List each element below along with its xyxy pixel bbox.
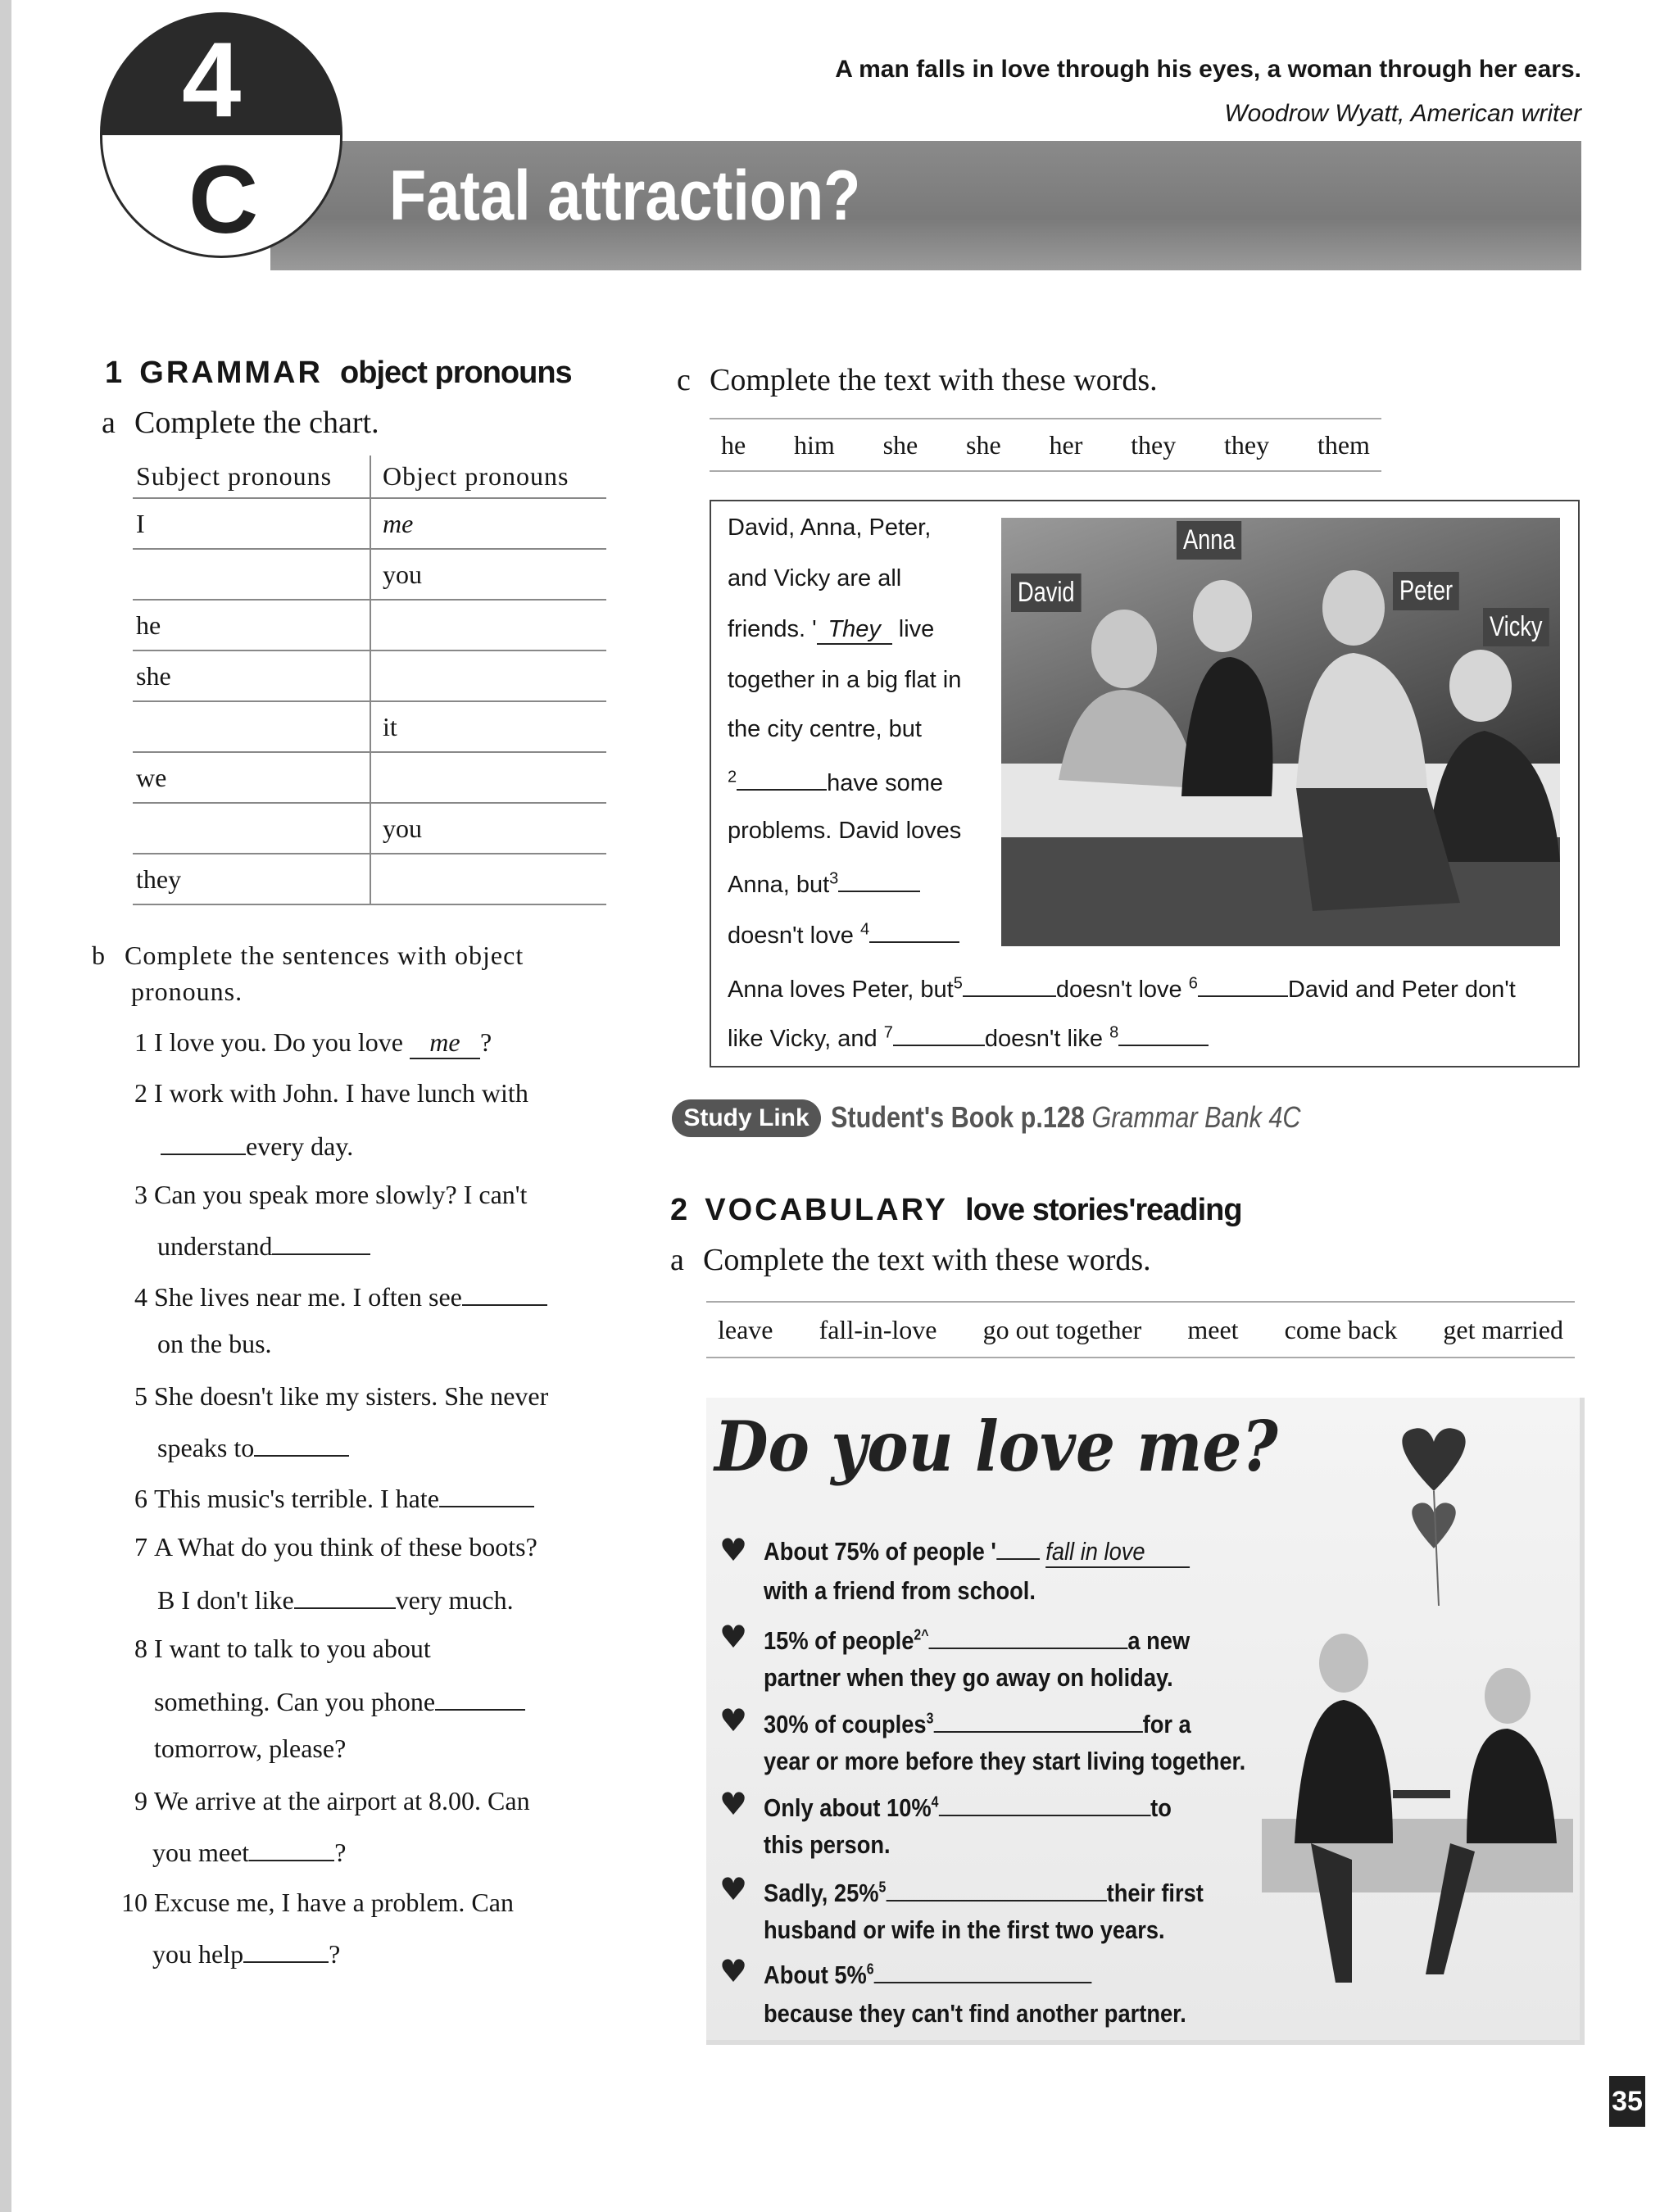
heart-icon: ♥ <box>719 1953 748 1989</box>
unit-letter: C <box>188 146 259 254</box>
answer-blank[interactable] <box>439 1481 534 1507</box>
section-number: 2 <box>670 1193 688 1227</box>
love-text: About 75% of people ' <box>764 1537 996 1566</box>
story-line-8 <box>728 868 920 899</box>
heart-icon: ♥ <box>719 1702 748 1738</box>
label-vicky: Vicky <box>1483 608 1549 646</box>
subject-cell: he <box>133 600 370 650</box>
subject-cell: she <box>133 650 370 701</box>
quote: A man falls in love through his eyes, a woman through her ears. <box>835 56 1581 83</box>
blank-number: 4 <box>931 1793 939 1811</box>
object-cell: it <box>370 701 606 752</box>
friends-photo-illustration <box>1001 518 1560 946</box>
sentence-text: you help <box>152 1939 244 1969</box>
answer-blank[interactable] <box>838 868 920 892</box>
word-item: them <box>1317 429 1370 460</box>
exercise-b-instruction <box>92 941 524 971</box>
table-row <box>133 854 606 904</box>
blank-number: 6 <box>866 1960 874 1978</box>
couple-illustration <box>1262 1598 1573 2024</box>
subject-cell[interactable] <box>133 549 370 600</box>
couple-photo <box>1262 1598 1573 2024</box>
subject-cell[interactable] <box>133 701 370 752</box>
object-cell: you <box>370 803 606 854</box>
sentence-8: 8 I want to talk to you about <box>134 1634 431 1663</box>
word-item: he <box>721 429 746 460</box>
object-cell: you <box>370 549 606 600</box>
study-link-section: Grammar Bank 4C <box>1091 1100 1301 1134</box>
story-text: doesn't love <box>728 922 854 949</box>
love-text: to <box>1150 1793 1172 1822</box>
story-line-11 <box>728 1022 1209 1053</box>
love-text: partner when they go away on holiday. <box>764 1663 1173 1692</box>
column-header-object: Object pronouns <box>370 456 606 498</box>
label-peter: Peter <box>1393 572 1459 610</box>
study-link-badge[interactable]: Study Link <box>672 1099 821 1137</box>
sentence-3-cont <box>157 1229 370 1262</box>
blank-number: 6 <box>1188 974 1198 993</box>
exercise-a-instruction <box>102 405 379 441</box>
table-row <box>133 803 606 854</box>
page-title: Fatal attraction? <box>389 156 861 235</box>
answer-blank[interactable] <box>294 1583 396 1609</box>
column-header-subject: Subject pronouns <box>133 456 370 498</box>
answer-blank[interactable] <box>272 1229 370 1255</box>
sentence-text: I work with John. I have lunch with <box>154 1078 528 1108</box>
answer-blank[interactable] <box>1198 973 1288 997</box>
blank-number: 8 <box>1109 1023 1119 1042</box>
exercise-letter: c <box>677 363 691 397</box>
object-cell[interactable] <box>370 600 606 650</box>
story-text: David, Anna, Peter, <box>728 514 932 541</box>
story-line-6 <box>728 767 943 797</box>
blank-number: 2^ <box>914 1626 929 1643</box>
blank-number: 2 <box>728 768 737 786</box>
sentence-text: ? <box>334 1838 347 1867</box>
sentence-text: This music's terrible. I hate <box>154 1484 439 1513</box>
sentence-text: I love you. Do you love <box>154 1027 403 1057</box>
word-item: go out together <box>982 1314 1142 1344</box>
love-item-3 <box>764 1707 1191 1739</box>
story-text: together in a big flat in <box>728 667 962 693</box>
sentence-text: on the bus. <box>157 1329 272 1358</box>
sentence-text: you meet <box>152 1838 250 1867</box>
exercise-letter: b <box>92 941 106 970</box>
love-text: this person. <box>764 1830 891 1859</box>
love-text: a new <box>1127 1626 1190 1655</box>
story-text: friends. ' <box>728 616 817 642</box>
sentence-6: 6 This music's terrible. I hate <box>125 1481 534 1514</box>
sentence-7-cont <box>157 1583 514 1616</box>
table-row <box>133 752 606 803</box>
sentence-8-cont <box>154 1684 525 1717</box>
section-topic: object pronouns <box>340 356 572 390</box>
section-label: VOCABULARY <box>705 1193 948 1227</box>
example-answer: fall in love <box>1045 1537 1190 1568</box>
answer-blank[interactable] <box>874 1958 1092 1983</box>
love-text: Sadly, 25% <box>764 1879 879 1907</box>
example-answer: They <box>817 616 892 645</box>
story-text: have some <box>827 770 943 796</box>
love-item-4 <box>764 1791 1172 1823</box>
exercise-letter: a <box>670 1243 684 1277</box>
section-number: 1 <box>105 356 123 390</box>
study-link-text[interactable] <box>831 1100 1301 1135</box>
love-text: for a <box>1142 1710 1191 1738</box>
story-text: David and Peter don't <box>1287 977 1516 1003</box>
answer-blank[interactable] <box>249 1835 334 1861</box>
object-cell[interactable] <box>370 752 606 803</box>
word-item: get married <box>1443 1314 1563 1344</box>
label-anna: Anna <box>1177 521 1242 560</box>
sentence-7: 7 A What do you think of these boots? <box>134 1532 537 1562</box>
table-row <box>133 701 606 752</box>
example-answer: me <box>410 1027 480 1059</box>
section-topic: love stories'reading <box>965 1193 1242 1227</box>
story-text: the city centre, but <box>728 716 922 742</box>
answer-blank[interactable] <box>161 1129 246 1155</box>
love-text: About 5% <box>764 1960 867 1989</box>
sentence-text: Excuse me, I have a problem. Can <box>154 1888 514 1917</box>
blank-number: 3 <box>829 869 839 888</box>
blank-number: 4 <box>859 920 870 939</box>
sentence-9: 9 We arrive at the airport at 8.00. Can <box>134 1786 530 1815</box>
answer-blank[interactable] <box>435 1684 525 1711</box>
label-david: David <box>1011 573 1082 612</box>
story-text: Anna loves Peter, but <box>728 977 954 1003</box>
story-line-3 <box>728 616 934 645</box>
sentence-text: ? <box>329 1939 341 1969</box>
sentence-text: every day. <box>246 1131 354 1161</box>
instruction-text: pronouns. <box>131 977 243 1006</box>
love-text: with a friend from school. <box>764 1576 1036 1605</box>
story-text: and Vicky are all <box>728 565 902 592</box>
word-box-c <box>710 418 1381 472</box>
word-item: him <box>794 429 835 460</box>
story-text: problems. David loves <box>728 818 962 844</box>
word-item: she <box>966 429 1001 460</box>
sentence-1: 1 I love you. Do you love me ? <box>125 1027 492 1059</box>
love-box-title: Do you love me? <box>714 1406 1278 1487</box>
sentence-text: We arrive at the airport at 8.00. Can <box>154 1786 530 1815</box>
heart-icon: ♥ <box>719 1619 748 1655</box>
love-item-1 <box>764 1537 1190 1568</box>
heart-icon: ♥ <box>719 1871 748 1907</box>
word-item: they <box>1224 429 1270 460</box>
story-text: doesn't like <box>984 1026 1104 1052</box>
love-text: 15% of people <box>764 1626 914 1655</box>
answer-blank <box>996 1558 1040 1560</box>
story-line-9 <box>728 919 959 950</box>
love-item-2 <box>764 1624 1190 1656</box>
instruction-text: Complete the text with these words. <box>710 363 1158 397</box>
answer-blank[interactable] <box>893 1022 985 1046</box>
table-row <box>133 549 606 600</box>
sentence-text: B I don't like <box>157 1585 294 1615</box>
story-text: Anna, but <box>728 872 830 898</box>
answer-blank[interactable] <box>963 973 1056 997</box>
sentence-text: very much. <box>395 1585 514 1615</box>
answer-blank[interactable] <box>933 1707 1142 1733</box>
sentence-10: 10 Excuse me, I have a problem. Can <box>121 1888 514 1917</box>
subject-cell: we <box>133 752 370 803</box>
love-text: 30% of couples <box>764 1710 927 1738</box>
sentence-text: I want to talk to you about <box>154 1634 431 1663</box>
answer-blank[interactable] <box>462 1280 547 1306</box>
blank-number: 5 <box>953 974 963 993</box>
story-line-10 <box>728 973 1516 1004</box>
sentence-text: She lives near me. I often see <box>154 1282 462 1312</box>
friends-photo <box>1001 518 1560 946</box>
instruction-text: Complete the sentences with object <box>125 941 524 970</box>
sentence-text: Can you speak more slowly? I can't <box>154 1180 528 1209</box>
word-item: meet <box>1187 1314 1239 1344</box>
story-text: like Vicky, and <box>728 1026 878 1052</box>
heart-icon: ♥ <box>719 1532 748 1568</box>
subject-cell: I <box>133 498 370 549</box>
blank-number: 5 <box>878 1879 887 1896</box>
instruction-text: Complete the text with these words. <box>703 1243 1151 1277</box>
sentence-2-cont <box>161 1129 353 1162</box>
exercise-c-instruction <box>677 362 1158 398</box>
sentence-text: She doesn't like my sisters. She never <box>154 1381 549 1411</box>
object-cell[interactable] <box>370 854 606 904</box>
heart-icon: ♥ <box>719 1786 748 1822</box>
instruction-text: Complete the chart. <box>134 406 379 440</box>
page-number: 35 <box>1609 2076 1645 2127</box>
answer-blank[interactable] <box>254 1430 349 1457</box>
sentence-text: tomorrow, please? <box>154 1734 347 1763</box>
love-text: Only about 10% <box>764 1793 932 1822</box>
answer-blank[interactable] <box>938 1791 1150 1816</box>
sentence-2: 2 I work with John. I have lunch with <box>134 1078 528 1108</box>
vocabulary-heading <box>670 1193 1242 1228</box>
story-text: doesn't love <box>1055 977 1182 1003</box>
sentence-text: understand <box>157 1231 273 1261</box>
table-row <box>133 650 606 701</box>
blank-number: 7 <box>883 1023 893 1042</box>
word-item: they <box>1131 429 1177 460</box>
subject-cell: they <box>133 854 370 904</box>
love-item-6 <box>764 1958 1091 1990</box>
table-row <box>133 498 606 549</box>
love-text: husband or wife in the first two years. <box>764 1915 1165 1944</box>
word-item: come back <box>1284 1314 1398 1344</box>
study-link-reference: Student's Book p.128 <box>831 1100 1085 1134</box>
answer-blank[interactable] <box>869 919 959 943</box>
section-label: GRAMMAR <box>139 356 323 390</box>
word-item: fall-in-love <box>819 1314 937 1344</box>
love-text: because they can't find another partner. <box>764 1999 1186 2028</box>
love-text: their first <box>1106 1879 1204 1907</box>
answer-blank[interactable] <box>737 767 827 791</box>
answer-blank[interactable] <box>886 1876 1106 1902</box>
grammar-heading <box>105 356 572 391</box>
table-row <box>133 600 606 650</box>
word-item: she <box>882 429 918 460</box>
answer-blank[interactable] <box>1118 1022 1209 1046</box>
sentence-4: 4 She lives near me. I often see <box>125 1280 547 1312</box>
heart-balloon <box>1393 1426 1475 1606</box>
word-item: her <box>1049 429 1083 460</box>
answer-blank[interactable] <box>243 1937 329 1963</box>
sentence-3: 3 Can you speak more slowly? I can't <box>134 1180 528 1209</box>
sentence-10-cont <box>152 1937 340 1969</box>
vocab-a-instruction <box>670 1242 1151 1278</box>
sentence-text: something. Can you phone <box>154 1687 436 1716</box>
love-text: year or more before they start living together. <box>764 1747 1246 1775</box>
quote-author: Woodrow Wyatt, American writer <box>1224 100 1581 127</box>
blank-number: 3 <box>926 1710 934 1727</box>
exercise-letter: a <box>102 406 116 440</box>
unit-number: 4 <box>182 20 242 139</box>
object-cell: me <box>370 498 606 549</box>
sentence-text: A What do you think of these boots? <box>154 1532 537 1562</box>
answer-blank[interactable] <box>928 1624 1127 1649</box>
love-item-5 <box>764 1876 1204 1908</box>
sentence-5: 5 She doesn't like my sisters. She never <box>134 1381 549 1411</box>
pronoun-chart <box>133 456 606 905</box>
sentence-text: ? <box>479 1027 492 1057</box>
sentence-5-cont <box>157 1430 349 1463</box>
word-item: leave <box>718 1314 773 1344</box>
page-edge <box>0 0 11 2212</box>
story-text: live <box>898 616 935 642</box>
word-box-vocab <box>706 1301 1575 1358</box>
sentence-9-cont <box>152 1835 346 1868</box>
subject-cell[interactable] <box>133 803 370 854</box>
object-cell[interactable] <box>370 650 606 701</box>
sentence-text: speaks to <box>157 1433 255 1462</box>
